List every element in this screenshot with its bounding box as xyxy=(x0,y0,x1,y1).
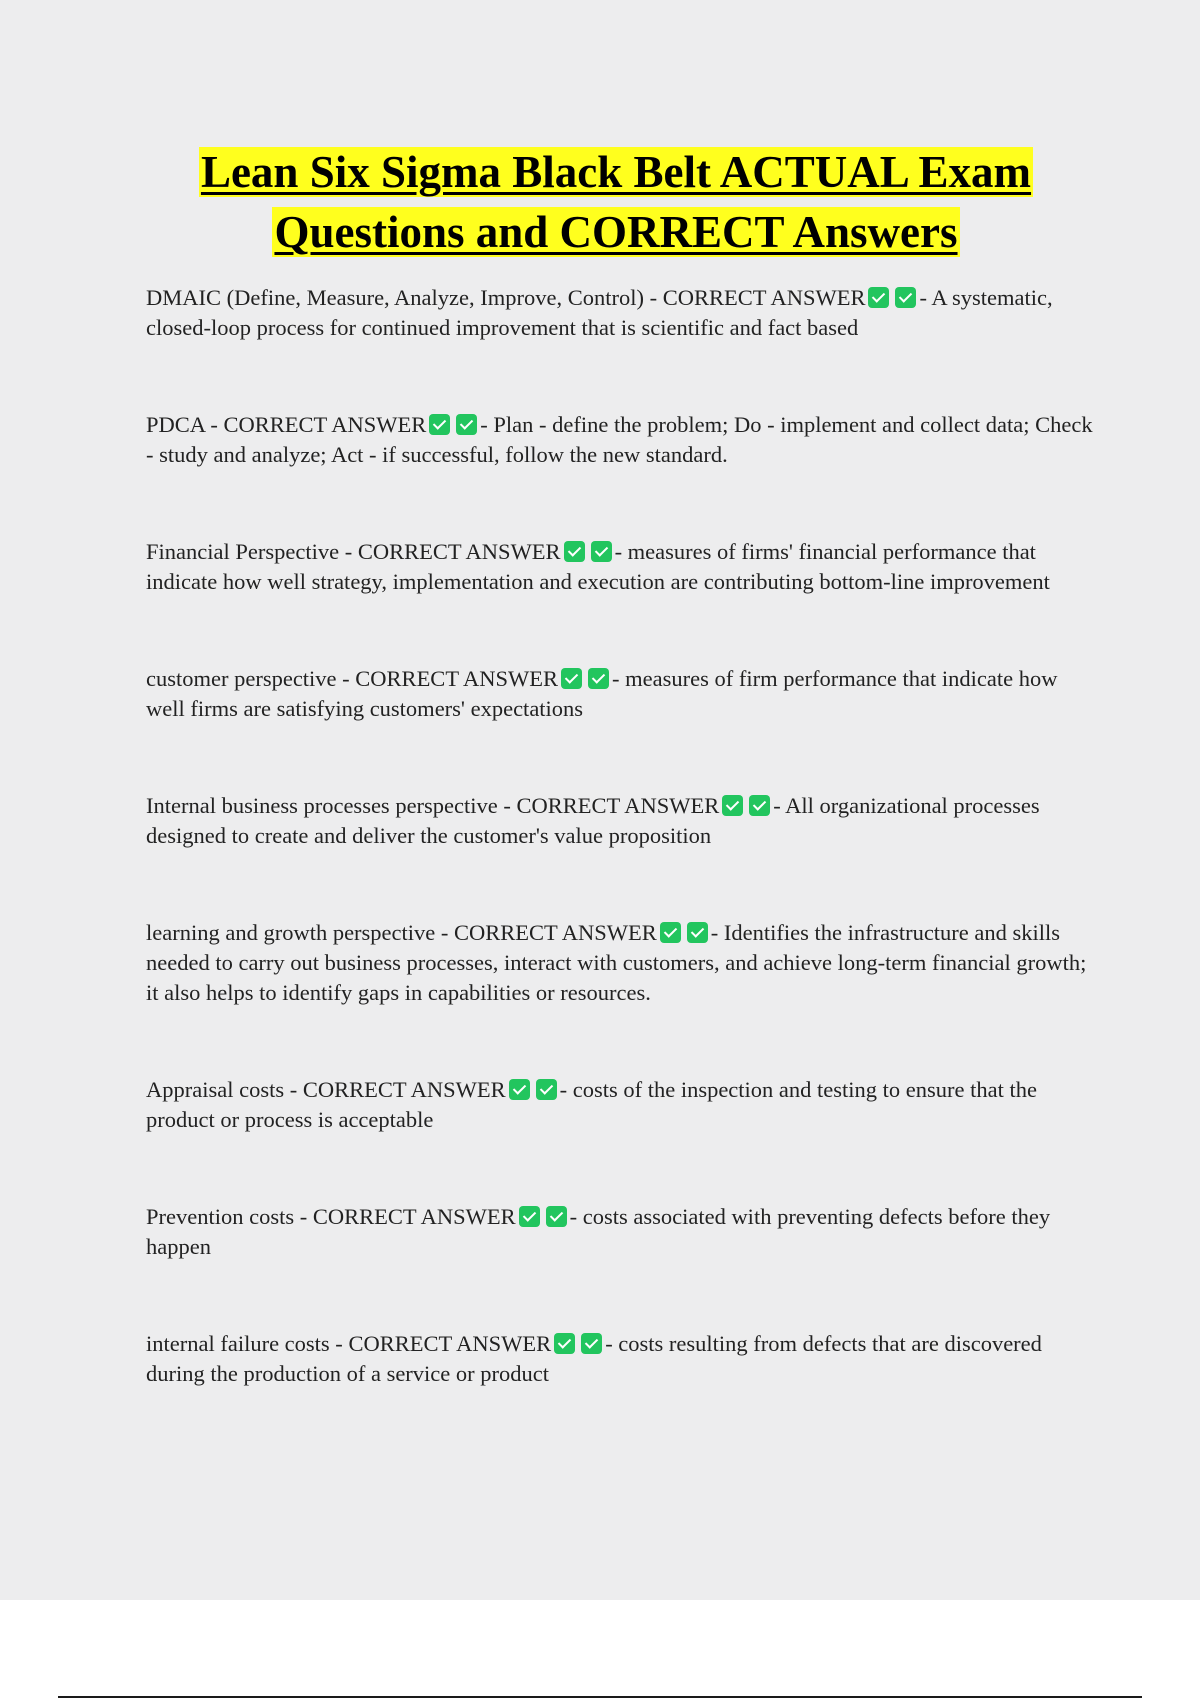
entry-term: customer perspective - xyxy=(146,666,356,691)
correct-answer-label: CORRECT ANSWER xyxy=(223,412,427,437)
check-mark-icon xyxy=(561,668,582,689)
entry-definition: - costs of the inspection and testing to ensure that the product or process is acceptable xyxy=(146,1077,1037,1132)
correct-answer-label: CORRECT ANSWER xyxy=(662,285,866,310)
correct-answer-label: CORRECT ANSWER xyxy=(302,1077,506,1102)
entry-definition: - All organizational processes designed to create and deliver the customer's value proposition xyxy=(146,793,1040,848)
entry-term: Prevention costs - xyxy=(146,1204,313,1229)
check-mark-icon xyxy=(660,922,681,943)
document-title xyxy=(120,142,1112,262)
flashcard-entry xyxy=(146,410,1096,470)
check-mark-icon xyxy=(519,1206,540,1227)
check-mark-icon xyxy=(722,795,743,816)
correct-answer-label: CORRECT ANSWER xyxy=(312,1204,516,1229)
check-mark-icon xyxy=(456,414,477,435)
flashcard-entry xyxy=(146,1202,1096,1262)
entry-definition: - costs resulting from defects that are discovered during the production of a service or product xyxy=(146,1331,1042,1386)
check-mark-icon xyxy=(591,541,612,562)
flashcard-entry xyxy=(146,1329,1096,1389)
flashcard-entry xyxy=(146,918,1096,1008)
check-mark-icon xyxy=(546,1206,567,1227)
correct-answer-label: CORRECT ANSWER xyxy=(355,666,559,691)
entry-definition: - A systematic, closed-loop process for continued improvement that is scientific and fact based xyxy=(146,285,1053,340)
entry-term: Appraisal costs - xyxy=(146,1077,303,1102)
check-mark-icon xyxy=(588,668,609,689)
correct-answer-label: CORRECT ANSWER xyxy=(454,920,657,945)
correct-answer-label: CORRECT ANSWER xyxy=(348,1331,552,1356)
entry-term: PDCA - xyxy=(146,412,224,437)
check-mark-icon xyxy=(895,287,916,308)
page-gap xyxy=(0,1600,1200,1700)
check-mark-icon xyxy=(509,1079,530,1100)
entry-term: DMAIC (Define, Measure, Analyze, Improve, Control) - xyxy=(146,285,663,310)
check-mark-icon xyxy=(868,287,889,308)
entry-term: Internal business processes perspective - xyxy=(146,793,517,818)
entry-term: internal failure costs - xyxy=(146,1331,349,1356)
flashcard-entry xyxy=(146,537,1096,597)
flashcard-entry xyxy=(146,283,1096,343)
correct-answer-label: CORRECT ANSWER xyxy=(357,539,561,564)
check-mark-icon xyxy=(554,1333,575,1354)
entry-term: learning and growth perspective - xyxy=(146,920,455,945)
entry-definition: - costs associated with preventing defects before they happen xyxy=(146,1204,1051,1259)
flashcard-entry xyxy=(146,1075,1096,1135)
entry-definition: - measures of firms' financial performance that indicate how well strategy, implementation and execution are contributing bottom-line improvement xyxy=(146,539,1050,594)
check-mark-icon xyxy=(749,795,770,816)
title-line-1: Lean Six Sigma Black Belt ACTUAL Exam xyxy=(200,147,1032,197)
check-mark-icon xyxy=(581,1333,602,1354)
entry-definition: - measures of firm performance that indicate how well firms are satisfying customers' expectations xyxy=(146,666,1058,721)
title-line-2: Questions and CORRECT Answers xyxy=(274,207,958,257)
flashcard-list xyxy=(146,283,1096,1456)
check-mark-icon xyxy=(536,1079,557,1100)
entry-definition: - Identifies the infrastructure and skills needed to carry out business processes, interact with customers, and achieve long-term financial growth; it also helps to identify gaps in capabilities or resources. xyxy=(146,920,1087,1005)
check-mark-icon xyxy=(687,922,708,943)
check-mark-icon xyxy=(429,414,450,435)
correct-answer-label: CORRECT ANSWER xyxy=(516,793,720,818)
next-page-divider xyxy=(58,1696,1142,1698)
flashcard-entry xyxy=(146,791,1096,851)
flashcard-entry xyxy=(146,664,1096,724)
check-mark-icon xyxy=(564,541,585,562)
entry-definition: - Plan - define the problem; Do - implement and collect data; Check - study and analyze; Act - if successful, follow the new standard. xyxy=(146,412,1093,467)
entry-term: Financial Perspective - xyxy=(146,539,358,564)
